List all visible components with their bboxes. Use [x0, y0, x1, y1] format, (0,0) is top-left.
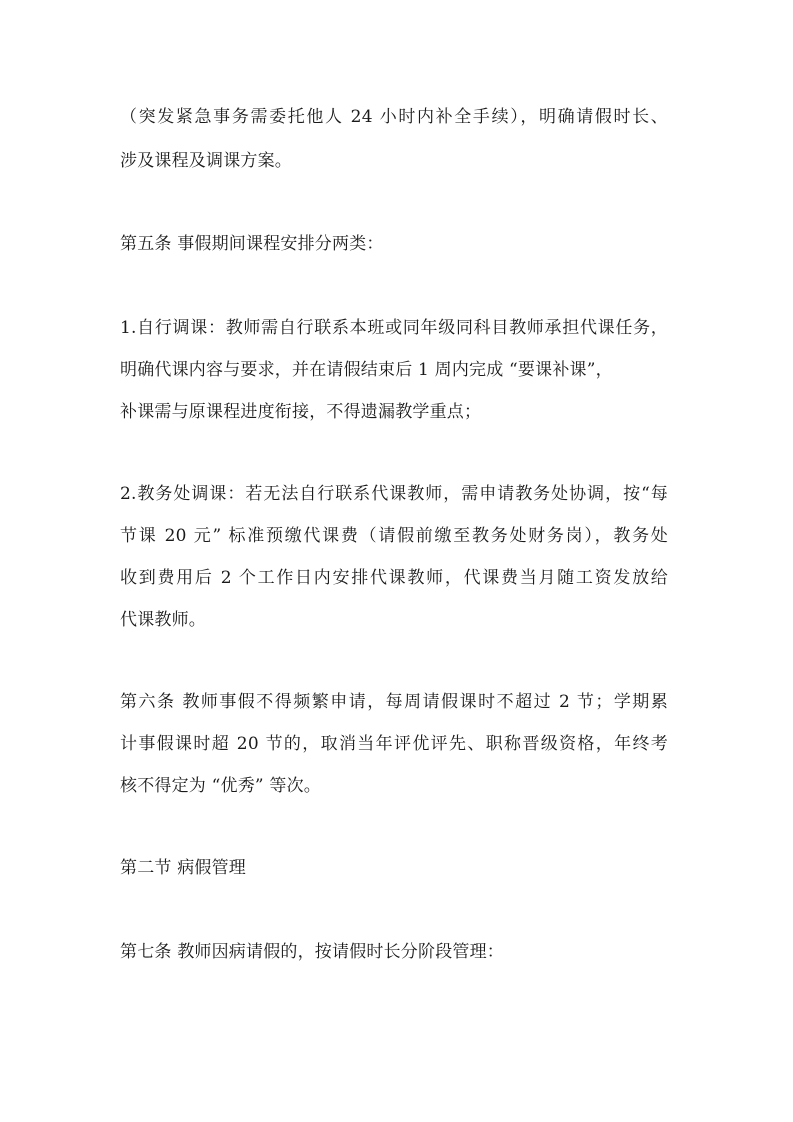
section-2-heading: 第二节 病假管理 [120, 858, 247, 878]
article-6-line-3: 核不得定为 “优秀” 等次。 [120, 776, 321, 796]
item-2-line-1: 2.教务处调课：若无法自行联系代课教师，需申请教务处协调，按“每 [120, 484, 668, 504]
item-2-line-4: 代课教师。 [120, 610, 206, 630]
article-6-line-2: 计事假课时超 20 节的，取消当年评优评先、职称晋级资格，年终考 [120, 734, 668, 754]
article-6-line-1: 第六条 教师事假不得频繁申请，每周请假课时不超过 2 节；学期累 [120, 692, 668, 712]
item-2-line-3: 收到费用后 2 个工作日内安排代课教师，代课费当月随工资发放给 [120, 568, 668, 588]
paragraph-1-line-2: 涉及课程及调课方案。 [120, 151, 292, 171]
item-1-line-2: 明确代课内容与要求，并在请假结束后 1 周内完成 “要课补课”， [120, 360, 613, 380]
article-5-text: 第五条 事假期间课程安排分两类： [120, 234, 384, 254]
article-7-text: 第七条 教师因病请假的，按请假时长分阶段管理： [120, 942, 505, 962]
paragraph-1-line-1: （突发紧急事务需委托他人 24 小时内补全手续），明确请假时长、 [120, 107, 668, 127]
item-2-line-2: 节课 20 元” 标准预缴代课费（请假前缴至教务处财务岗），教务处 [120, 526, 668, 546]
item-1-line-1: 1.自行调课：教师需自行联系本班或同年级同科目教师承担代课任务， [120, 318, 668, 338]
item-1-line-3: 补课需与原课程进度衔接，不得遗漏教学重点； [120, 402, 482, 422]
